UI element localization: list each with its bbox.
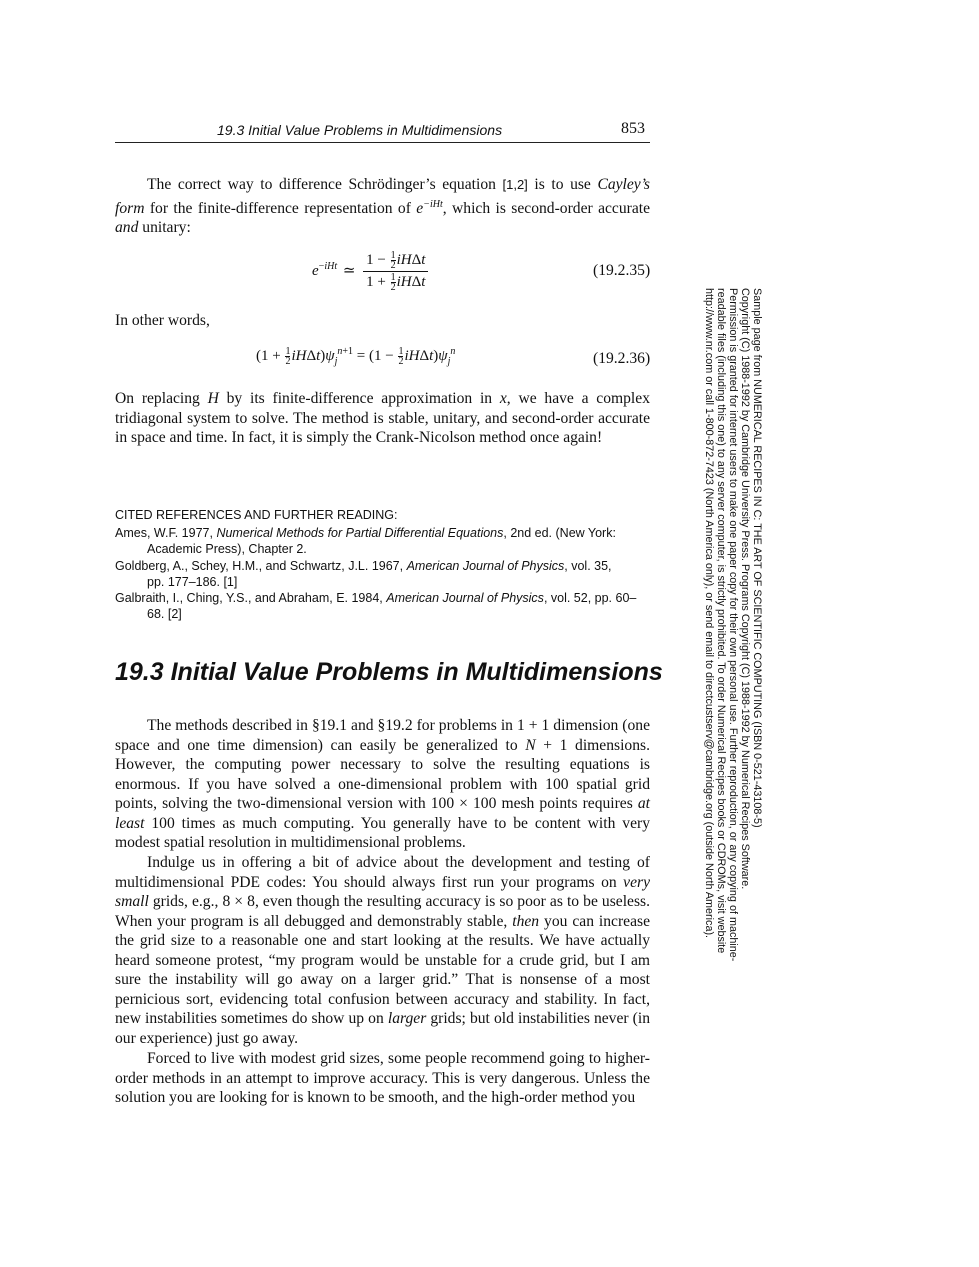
paragraph-text: 100 times as much computing. You generally have to be content with very modest spatial resolution in multidimensional problems. bbox=[115, 814, 650, 851]
reference-authors: Ames, W.F. 1977, bbox=[115, 526, 217, 540]
replacing-text: On replacing bbox=[115, 390, 208, 407]
references-heading: CITED REFERENCES AND FURTHER READING: bbox=[115, 508, 398, 522]
reference-title: American Journal of Physics bbox=[406, 559, 565, 573]
notice-line: readable files (including this one) to any server computer, is strictly prohibited. To order Numerical Recipes books or CDROMs, visit website bbox=[715, 288, 727, 954]
inline-math: $e^{-iHt}$ bbox=[416, 198, 443, 217]
inline-math: N bbox=[525, 736, 536, 754]
replacing-text: , we have a complex tridiagonal system to solve. The method is stable, unitary, and second-order accurate in space and time. In fact, it is simply the Crank-Nicolson method once again! bbox=[115, 390, 650, 446]
paragraph-text: grids; but old instabilities never (in our experience) just go away. bbox=[115, 1010, 650, 1047]
equation-19-2-35: $e^{-iHt}$ ≃ 1 − $\frac{1}{2}$ iHΔt 1 + $\frac{1}{2}$ iHΔt bbox=[312, 251, 430, 292]
running-head bbox=[115, 120, 650, 143]
reference-authors: Galbraith, I., Ching, Y.S., and Abraham, E. 1984, bbox=[115, 591, 387, 605]
copyright-notice bbox=[703, 288, 763, 988]
notice-line: http://www.nr.com or call 1-800-872-7423 (North America only), or send email to directcustserv@cambridge.org (outside North America). bbox=[703, 288, 715, 939]
replacing-paragraph bbox=[115, 389, 650, 448]
citation-link[interactable]: [1,2] bbox=[502, 177, 528, 192]
notice-line: Copyright (C) 1988-1992 by Cambridge University Press. Programs Copyright (C) 1988-1992 by Numerical Recipes Software. bbox=[739, 288, 751, 890]
other-words-text: In other words, bbox=[115, 312, 210, 329]
section-paragraph-2 bbox=[115, 853, 650, 1048]
reference-details: , 2nd ed. (New York: bbox=[503, 526, 616, 540]
paragraph-text: + 1 dimensions. However, the computing power necessary to solve the resulting equations is enormous. If you have solved a one-dimensional problem with 100 spatial grid points, solving the two-dimensional version with 100 × 100 mesh points requires bbox=[115, 736, 650, 812]
paragraph-text: The methods described in §19.1 and §19.2 for problems in 1 + 1 dimension (one space and one time dimension) can easily be generalized to bbox=[115, 717, 650, 754]
reference-item bbox=[115, 525, 655, 557]
and-emphasis: and bbox=[115, 219, 139, 237]
reference-authors: Goldberg, A., Schey, H.M., and Schwartz, J.L. 1967, bbox=[115, 559, 407, 573]
very-small-emphasis: very small bbox=[115, 873, 650, 910]
inline-math: x bbox=[499, 390, 507, 407]
cayley-form-emphasis: Cayley’s form bbox=[115, 176, 650, 217]
reference-continuation: Academic Press), Chapter 2. bbox=[147, 542, 307, 556]
reference-title: American Journal of Physics bbox=[386, 591, 544, 605]
intro-text: The correct way to difference Schrödinger’s equation bbox=[147, 176, 503, 193]
equation-number: (19.2.35) bbox=[593, 262, 651, 279]
notice-line: Permission is granted for internet users to make one paper copy for their own personal use. Further reproduction, or any copying of machine- bbox=[727, 288, 739, 962]
reference-item bbox=[115, 590, 655, 622]
intro-text: unitary: bbox=[138, 219, 191, 237]
replacing-text: by its finite-difference approximation in bbox=[218, 390, 500, 407]
section-title: 19.3 Initial Value Problems in Multidimensions bbox=[115, 658, 663, 686]
equation-number: (19.2.36) bbox=[593, 350, 651, 367]
reference-details: , vol. 35, bbox=[564, 559, 612, 573]
reference-title: Numerical Methods for Partial Differential Equations bbox=[216, 526, 504, 540]
reference-item bbox=[115, 558, 655, 590]
paragraph-text: grids, e.g., 8 × 8, even though the resulting accuracy is so poor as to be useless. When your program is all debugged and demonstrably stable, bbox=[115, 893, 650, 930]
at-least-emphasis: at least bbox=[115, 795, 650, 832]
larger-emphasis: larger bbox=[387, 1010, 427, 1027]
inline-math: H bbox=[207, 390, 219, 407]
equation-19-2-36: (1 + $\frac{1}{2}$ $iH\Delta t)\psi_j^{n+1} = (1$ − $\frac{1}{2}$ $iH\Delta t)\psi_j^n$ bbox=[256, 346, 456, 368]
reference-continuation: pp. 177–186. [1] bbox=[147, 575, 238, 589]
page-number: 853 bbox=[621, 120, 645, 137]
intro-text: is to use bbox=[527, 176, 598, 193]
then-emphasis: then bbox=[512, 912, 540, 930]
section-paragraph-1 bbox=[115, 716, 650, 853]
reference-continuation: 68. [2] bbox=[147, 607, 182, 621]
notice-line: Sample page from NUMERICAL RECIPES IN C: THE ART OF SCIENTIFIC COMPUTING (ISBN 0-521-43108-5) bbox=[751, 288, 763, 828]
running-title: 19.3 Initial Value Problems in Multidimensions bbox=[217, 122, 503, 138]
section-paragraph-3: Forced to live with modest grid sizes, some people recommend going to higher-order methods in an attempt to improve accuracy. This is very dangerous. Unless the solution you are looking for is known to be smooth, and the high-order method you bbox=[115, 1050, 650, 1106]
paragraph-text: Indulge us in offering a bit of advice about the development and testing of multidimensional PDE codes: You should always first run your programs on bbox=[115, 854, 650, 891]
intro-text: , which is second-order accurate bbox=[442, 199, 650, 217]
reference-details: , vol. 52, pp. 60– bbox=[543, 591, 637, 605]
paragraph-text: you can increase the grid size to a reasonable one and start looking at the results. We have actually heard someone protest, “my program would be unstable for a crude grid, but I am sure the instability will go away on a larger grid.” That is nonsense of a most pernicious sort, evidencing total confusion between accuracy and stability. In fact, new instabilities sometimes do show up on bbox=[115, 912, 650, 1027]
intro-text: for the finite-difference representation of bbox=[144, 199, 417, 217]
intro-paragraph bbox=[115, 175, 650, 238]
